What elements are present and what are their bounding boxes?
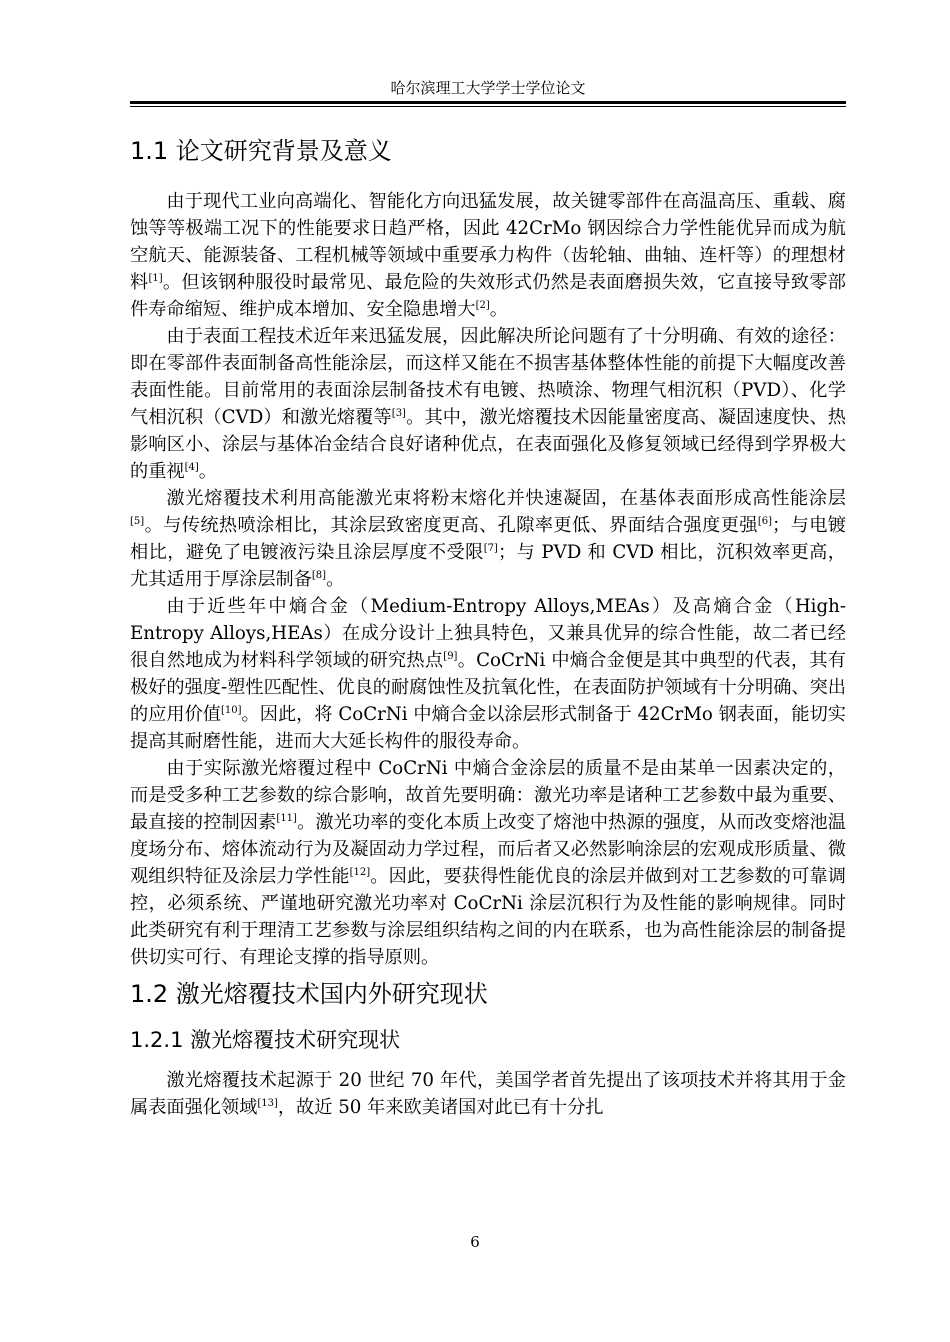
header-rule-thin <box>130 106 846 107</box>
text: 。 <box>198 461 217 482</box>
page-body <box>130 122 846 1121</box>
citation: [6] <box>757 516 773 527</box>
citation: [9] <box>443 651 458 662</box>
text: 由于表面工程技术近年来迅猛发展，因此解决所论问题有了十分明确、有效的途径：即在零部件表面制备高性能涂层，而这样又能在不损害基体整体性能的前提下大幅度改善表面性能。目前常用的表面涂层制备技术有电镀、热喷涂、物理气相沉积（PVD）、化学气相沉积（CVD）和激光熔覆等 <box>130 326 846 428</box>
text: 由于现代工业向高端化、智能化方向迅猛发展，故关键零部件在高温高压、重载、腐蚀等等极端工况下的性能要求日趋严格，因此 42CrMo 钢因综合力学性能优异而成为航空航天、能源装备、工程机械等领域中重要承力构件（齿轮轴、曲轴、连杆等）的理想材料 <box>130 191 846 293</box>
text: ；与电镀相比，避免了电镀液污染且涂层厚度不受限 <box>130 515 846 563</box>
citation: [7] <box>483 543 498 554</box>
text: 。 <box>489 299 508 320</box>
text: 由于实际激光熔覆过程中 CoCrNi 中熵合金涂层的质量不是由某单一因素决定的，而是受多种工艺参数的综合影响，故首先要明确：激光功率是诸种工艺参数中最为重要、最直接的控制因素 <box>130 758 846 833</box>
citation: [4] <box>184 462 199 473</box>
section-heading-1-1: 1.1 论文研究背景及意义 <box>130 137 392 165</box>
citation: [13] <box>257 1098 278 1109</box>
citation: [12] <box>349 867 371 878</box>
page-number: 6 <box>470 1233 480 1251</box>
text: 由于近些年中熵合金（Medium-Entropy Alloys,MEAs）及高熵合金（High-Entropy Alloys,HEAs）在成分设计上独具特色，又兼具优异的综合性能，故二者已经很自然地成为材料科学领域的研究热点 <box>130 596 846 671</box>
text: 。CoCrNi 中熵合金便是其中典型的代表，其有极好的强度-塑性匹配性、优良的耐腐蚀性及抗氧化性，在表面防护领域有十分明确、突出的应用价值 <box>130 650 846 725</box>
paragraph-5 <box>130 755 846 971</box>
running-header: 哈尔滨理工大学学士学位论文 <box>390 79 586 97</box>
paragraph-3 <box>130 485 846 593</box>
paragraph-1 <box>130 188 846 323</box>
text: 激光熔覆技术利用高能激光束将粉末熔化并快速凝固，在基体表面形成高性能涂层 <box>166 488 846 509</box>
citation: [5] <box>130 516 145 527</box>
citation: [3] <box>391 408 406 419</box>
text: ，故近 50 年来欧美诸国对此已有十分扎 <box>277 1097 604 1118</box>
text: ；与 PVD 和 CVD 相比，沉积效率更高，尤其适用于厚涂层制备 <box>130 542 846 590</box>
citation: [8] <box>311 570 327 581</box>
text: 。因此，将 CoCrNi 中熵合金以涂层形式制备于 42CrMo 钢表面，能切实提高其耐磨性能，进而大大延长构件的服役寿命。 <box>130 704 846 752</box>
text: 。 <box>326 569 345 590</box>
citation: [11] <box>276 813 297 824</box>
header-rule <box>130 101 846 104</box>
paragraph-2 <box>130 323 846 485</box>
text: 。与传统热喷涂相比，其涂层致密度更高、孔隙率更低、界面结合强度更强 <box>144 515 758 536</box>
citation: [1] <box>148 273 163 284</box>
text: 。其中，激光熔覆技术因能量密度高、凝固速度快、热影响区小、涂层与基体冶金结合良好诸种优点，在表面强化及修复领域已经得到学界极大的重视 <box>130 407 846 482</box>
citation: [2] <box>475 300 490 311</box>
subsection-heading-1-2-1: 1.2.1 激光熔覆技术研究现状 <box>130 1028 401 1052</box>
paragraph-4 <box>130 593 846 755</box>
section-heading-1-2: 1.2 激光熔覆技术国内外研究现状 <box>130 980 488 1008</box>
text: 。因此，要获得性能优良的涂层并做到对工艺参数的可靠调控，必须系统、严谨地研究激光功率对 CoCrNi 涂层沉积行为及性能的影响规律。同时此类研究有利于理清工艺参数与涂层组织结构之间的内在联系，也为高性能涂层的制备提供切实可行、有理论支撑的指导原则。 <box>130 866 846 968</box>
paragraph-6 <box>130 1067 846 1121</box>
citation: [10] <box>221 705 242 716</box>
text: 激光熔覆技术起源于 20 世纪 70 年代，美国学者首先提出了该项技术并将其用于金属表面强化领域 <box>130 1070 846 1118</box>
text: 。激光功率的变化本质上改变了熔池中热源的强度，从而改变熔池温度场分布、熔体流动行为及凝固动力学过程，而后者又必然影响涂层的宏观成形质量、微观组织特征及涂层力学性能 <box>130 812 846 887</box>
text: 。但该钢种服役时最常见、最危险的失效形式仍然是表面磨损失效，它直接导致零部件寿命缩短、维护成本增加、安全隐患增大 <box>130 272 846 320</box>
